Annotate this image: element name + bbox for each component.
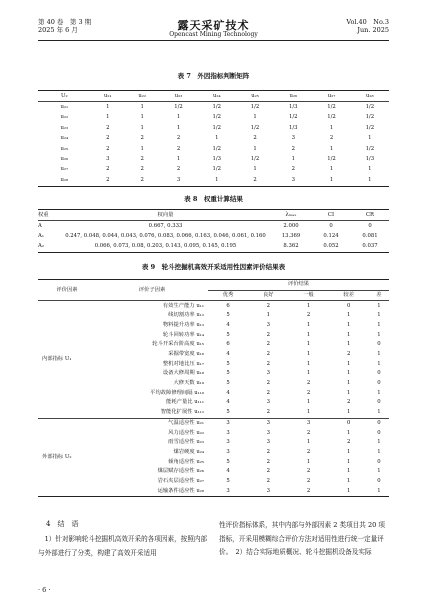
- table7-cell: 1: [329, 176, 334, 183]
- table9-cell: 0: [377, 429, 381, 436]
- table7-cell: 1/2: [212, 124, 222, 131]
- table9-cell: 雨雪适应性 u₂₃: [168, 439, 204, 446]
- table9-cell: 1: [347, 477, 351, 484]
- table9-cell: 1: [306, 341, 311, 348]
- table8-row: [38, 242, 389, 253]
- table9-cell: 0: [377, 419, 381, 426]
- table9-cell: 3: [266, 399, 270, 406]
- table7-row: [38, 102, 389, 113]
- table9-cell: 1: [347, 409, 351, 416]
- table9-cell: 2: [266, 409, 270, 416]
- table9-cell: 0: [377, 370, 381, 377]
- table9-cell: 2: [266, 458, 270, 465]
- table8-cell: 0.066, 0.073, 0.08, 0.203, 0.143, 0.095, 0.145, 0.195: [94, 243, 237, 250]
- table9-grade-cell: 优秀: [222, 291, 234, 298]
- table9-cell: 1: [377, 331, 381, 338]
- table7-cell: 1: [176, 155, 181, 162]
- table9-header-secondary: 评价子因素: [138, 286, 166, 293]
- table9-cell: 3: [306, 419, 311, 426]
- table9-cell: 3: [226, 439, 230, 446]
- table9-cell: 平均故障修理间隔 u₁₁₀: [150, 389, 204, 396]
- table7-cell: 3: [291, 135, 295, 142]
- table9-cell: 0: [377, 399, 381, 406]
- table8-header-cell: 权向量: [157, 211, 174, 218]
- table7-cell: 2: [291, 166, 295, 173]
- table9-cell: 2: [266, 468, 270, 475]
- table7-header-cell: u₂₄: [212, 92, 221, 99]
- table7-cell: 1: [176, 124, 181, 131]
- table9-cell: 0: [377, 458, 381, 465]
- section-left-text: 1）针对影响轮斗挖掘机高效开采的各项因素，按照内部与外部进行了分类，构建了高效开采适用: [38, 535, 208, 557]
- table9-cell: 4: [226, 399, 230, 406]
- table9-cell: 1: [306, 399, 311, 406]
- table7-header-cell: U₂: [61, 92, 68, 99]
- section-heading: 4 结 语: [46, 520, 79, 528]
- table7-cell: 1: [140, 114, 144, 121]
- table9-cell: 物料提升功率 u₁₃: [162, 321, 204, 328]
- table9-cell: 2: [306, 389, 311, 396]
- table9-cell: 2: [266, 389, 270, 396]
- table9-cell: 煤岩硬度 u₂₄: [173, 448, 204, 455]
- table9-cell: 1: [377, 487, 381, 494]
- table9-header-result: 评价结果: [208, 280, 389, 291]
- table7-row: [38, 113, 389, 123]
- table7-cell: 1: [253, 166, 257, 173]
- table8-header-row: [38, 210, 389, 221]
- table8-cell: 0.247, 0.048, 0.044, 0.043, 0.076, 0.083, 0.066, 0.163, 0.046, 0.061, 0.160: [65, 233, 266, 240]
- table9-cell: 1: [377, 360, 381, 367]
- table9-cell: 气温适应性 u₂₁: [168, 419, 204, 426]
- table9-cell: 2: [347, 351, 351, 357]
- table7-cell: 1/2: [212, 166, 222, 173]
- table7-cell: 3: [291, 176, 295, 183]
- table9-cell: 2: [306, 477, 311, 484]
- table7-caption: 表 7 外因指标判断矩阵: [177, 72, 250, 80]
- table7-cell: 2: [106, 176, 110, 183]
- journal-subtitle: Opencast Mining Technology: [169, 31, 258, 38]
- table9-header-row: [38, 280, 389, 291]
- table7-cell: 1: [176, 114, 181, 121]
- table7-row: [38, 165, 389, 175]
- table9-cell: 能耗产量比 u₁₁₁: [166, 399, 204, 406]
- table9-cell: 1: [306, 321, 311, 328]
- table7-header-cell: u₂₂: [138, 92, 147, 99]
- table7-cell: 1/2: [289, 114, 298, 121]
- table7-header-cell: u₂₆: [289, 92, 298, 99]
- table8-cell: A₂: [38, 243, 44, 250]
- table9-cell: 线切割功率 u₁₂: [168, 312, 204, 319]
- table9-cell: 轮斗回转功率 u₁₄: [162, 331, 204, 338]
- table7-cell: u₂₄: [60, 135, 69, 142]
- table9-cell: 1: [347, 360, 351, 367]
- table8-body: [38, 221, 389, 253]
- table7-cell: u₂₇: [60, 166, 69, 173]
- table7-cell: 1/2: [174, 103, 183, 110]
- table7-cell: 1: [368, 135, 372, 142]
- table8-cell: 0: [368, 222, 372, 229]
- table9-grade-cell: 良好: [263, 291, 274, 298]
- table8-cell: 0: [329, 222, 333, 229]
- table8-row: [38, 221, 389, 232]
- table9-cell: 设备大修周期 u₁₈: [162, 370, 204, 377]
- table9-cell: 0: [347, 419, 351, 426]
- journal-vol-en: Vol.40 No.3: [346, 18, 389, 26]
- table8-cell: 2.000: [283, 222, 299, 229]
- section-right-text: 性评价指标体系，其中内部与外部因素 2 类项目共 20 项指标，开采用模糊综合评价方法对适用性进行统一定量评价。 2）结合实际地质概况、轮斗挖掘机设备及实际: [219, 521, 386, 556]
- table7: [38, 90, 389, 187]
- table7-cell: 1: [140, 103, 144, 110]
- table9-cell: 5: [226, 477, 230, 484]
- table9-cell: 1: [306, 409, 311, 416]
- table9-cell: 1: [306, 331, 311, 338]
- table7-cell: 2: [176, 166, 181, 173]
- table9-cell: 2: [266, 380, 270, 387]
- table7-cell: 1/2: [327, 155, 336, 162]
- table9-cell: 1: [377, 389, 381, 396]
- table9-cell: 2: [306, 448, 311, 455]
- table9-cell: 2: [266, 477, 270, 484]
- table7-row: [38, 175, 389, 186]
- table9-cell: 1: [306, 458, 311, 465]
- table7-cell: 2: [106, 124, 110, 131]
- table9-cell: 1: [377, 448, 381, 455]
- table7-cell: u₂₁: [60, 103, 69, 110]
- table9-cell: 1: [306, 302, 311, 309]
- page-number: · 6 ·: [38, 586, 51, 594]
- table7-cell: 1: [253, 114, 257, 121]
- table9-cell: 1: [306, 439, 311, 446]
- table9-cell: 4: [226, 321, 230, 328]
- table7-cell: 3: [176, 176, 181, 183]
- table8-cell: A₁: [38, 233, 44, 240]
- table9-cell: 1: [377, 409, 381, 416]
- table7-cell: 1: [368, 166, 372, 173]
- table9-body: [38, 301, 389, 497]
- table7-row: [38, 123, 389, 133]
- table7-header-cell: u₂₇: [327, 92, 336, 99]
- table9-cell: 1: [377, 321, 381, 328]
- table9-cell: 煤层赋存适应性 u₂₆: [157, 468, 204, 475]
- table8-cell: 0.037: [362, 243, 378, 250]
- table7-cell: 1: [329, 145, 334, 152]
- table9-cell: 1: [306, 351, 311, 357]
- table9-cell: 整机对地比压 u₁₇: [162, 360, 204, 367]
- table7-cell: 3: [106, 155, 110, 162]
- table7-cell: 2: [176, 145, 181, 152]
- table7-cell: 1/2: [212, 103, 222, 110]
- table9-cell: 4: [226, 389, 230, 396]
- table9-cell: 5: [226, 458, 230, 465]
- table8-cell: A: [38, 222, 42, 229]
- table7-cell: 2: [140, 166, 144, 173]
- table9-cell: 采掘带宽度 u₁₆: [168, 351, 204, 357]
- table7-cell: 1/2: [327, 103, 336, 110]
- table9-cell: 2: [306, 380, 311, 387]
- table8-cell: 0.052: [323, 243, 339, 250]
- table8-cell: 13.369: [281, 233, 301, 240]
- table9-header-primary: 评价因素: [56, 286, 78, 293]
- table9-cell: 1: [347, 389, 351, 396]
- table9-cell: 3: [266, 429, 270, 436]
- table7-header-cell: u₂₁: [104, 92, 112, 99]
- table7-row: [38, 134, 389, 144]
- table9-cell: 0: [377, 341, 381, 348]
- table7-cell: 1: [329, 166, 334, 173]
- table7-cell: 1: [140, 124, 144, 131]
- table7-cell: 1/2: [250, 155, 260, 162]
- table9-cell: 智能化扩展性 u₁₁₂: [160, 409, 204, 416]
- table9-cell: 岩石夹层适应性 u₂₇: [157, 477, 204, 484]
- table8-row: [38, 232, 389, 242]
- table9-cell: 倾角适应性 u₂₅: [168, 458, 204, 465]
- journal-volume: 第 40 卷 第 3 期: [38, 18, 92, 26]
- table9-cell: 2: [306, 468, 311, 475]
- table9-cell: 6: [226, 341, 230, 348]
- table9-cell: 3: [226, 487, 230, 494]
- table7-cell: 1: [106, 114, 110, 121]
- table8-cell: 8.362: [283, 243, 299, 250]
- table7-cell: u₂₃: [60, 124, 69, 131]
- journal-title: 露天采矿技术: [177, 19, 250, 32]
- table9-cell: 1: [377, 439, 381, 446]
- table7-cell: 2: [106, 145, 110, 152]
- table9-cell: 1: [347, 341, 351, 348]
- table7-cell: 1/2: [327, 114, 336, 121]
- table9-cell: 1: [377, 351, 381, 357]
- table9-cell: 1: [347, 487, 351, 494]
- table9-cell: 3: [266, 370, 270, 377]
- table8-header-cell: 权重: [38, 211, 49, 218]
- table7-cell: 1: [215, 176, 219, 183]
- table9-cell: 2: [266, 331, 270, 338]
- table9-cell: 5: [226, 331, 230, 338]
- table9-cell: 1: [347, 370, 351, 377]
- table9-cell: 5: [226, 380, 230, 387]
- table9-row: [38, 301, 389, 311]
- table7-cell: 1/2: [250, 103, 260, 110]
- table8-caption: 表 8 权重计算结果: [184, 195, 243, 203]
- table7-row: [38, 154, 389, 164]
- table9-cell: 1: [377, 312, 381, 319]
- table9-cell: 4: [226, 468, 230, 475]
- table7-cell: 2: [140, 135, 144, 142]
- table9-cell: 1: [266, 312, 270, 319]
- table9-cell: 2: [306, 429, 311, 436]
- table7-cell: 2: [291, 145, 295, 152]
- table9-cell: 1: [377, 302, 381, 309]
- table9-cell: 1: [306, 360, 311, 367]
- table7-cell: u₂₅: [60, 145, 69, 152]
- table7-cell: 1/2: [212, 145, 222, 152]
- table8-header-cell: CI: [327, 211, 335, 218]
- table7-cell: u₂₈: [60, 176, 69, 183]
- table9-cell: 2: [306, 487, 311, 494]
- table9-cell: 0: [377, 477, 381, 484]
- table7-cell: 1: [106, 103, 110, 110]
- table7-cell: 1/2: [365, 145, 375, 152]
- table9-cell: 运输条件适应性 u₂₈: [157, 487, 204, 494]
- table9-cell: 1: [347, 312, 351, 319]
- table9-cell: 6: [226, 302, 230, 309]
- table9-cell: 风力适应性 u₂₂: [168, 429, 204, 436]
- table9-cell: 2: [306, 312, 311, 319]
- table9-row: [38, 418, 389, 428]
- table9-cell: 3: [266, 419, 270, 426]
- table9-cell: 2: [347, 439, 351, 446]
- table7-cell: 1: [291, 155, 295, 162]
- table9-cell: 2: [266, 448, 270, 455]
- table7-cell: 1: [253, 145, 257, 152]
- table9-cell: 3: [266, 439, 270, 446]
- table7-cell: 2: [106, 166, 110, 173]
- table8-cell: 0.081: [362, 233, 378, 240]
- table8: [38, 209, 389, 253]
- table9-cell: 0: [377, 380, 381, 387]
- table9-cell: 2: [266, 351, 270, 357]
- table9-cell: 1: [347, 380, 351, 387]
- table7-cell: 2: [176, 135, 181, 142]
- table8-header-cell: CR: [365, 211, 375, 218]
- table7-cell: u₂₆: [60, 155, 69, 162]
- table8-header-cell: λₘₐₓ: [285, 211, 297, 218]
- table9-cell: 1: [347, 468, 351, 475]
- table7-header-cell: u₂₃: [174, 92, 183, 99]
- table9-group-name: 内部指标 U₁: [38, 301, 96, 418]
- journal-date-en: Jun. 2025: [357, 26, 389, 34]
- table9-cell: 3: [226, 419, 230, 426]
- table7-cell: 1/3: [289, 103, 298, 110]
- table7-cell: 2: [106, 135, 110, 142]
- table7-cell: 1: [329, 124, 334, 131]
- table9-cell: 轮斗开采台阶高度 u₁₅: [152, 341, 204, 348]
- table9-group-name: 外部指标 U₂: [38, 418, 96, 497]
- table9-caption: 表 9 轮斗挖掘机高效开采适用性因素评价结果表: [141, 263, 286, 271]
- table7-cell: 1/2: [365, 124, 375, 131]
- table9-cell: 2: [266, 302, 270, 309]
- table9-cell: 2: [266, 360, 270, 367]
- table7-cell: 2: [329, 135, 334, 142]
- table7-header-cell: u₂₈: [366, 92, 374, 99]
- table9-cell: 有效生产能力 u₁₁: [162, 302, 204, 309]
- table9-cell: 1: [347, 448, 351, 455]
- table9-cell: 1: [347, 429, 351, 436]
- table9-cell: 5: [226, 409, 230, 416]
- table9-cell: 5: [226, 360, 230, 367]
- table7-cell: 2: [253, 176, 257, 183]
- table7-cell: 1/3: [212, 155, 222, 162]
- header-rule: [38, 40, 389, 41]
- table7-cell: 1/2: [250, 124, 260, 131]
- table7-cell: 1/2: [212, 114, 222, 121]
- table7-cell: 1/2: [365, 114, 375, 121]
- table7-cell: 1/2: [365, 103, 375, 110]
- table7-cell: 1/3: [289, 124, 298, 131]
- table9-cell: 1: [306, 370, 311, 377]
- table9-cell: 4: [226, 351, 230, 357]
- table7-header-row: [38, 91, 389, 102]
- table9-cell: 1: [377, 468, 381, 475]
- table9-cell: 大修天数 u₁₉: [173, 380, 204, 387]
- table9-cell: 3: [226, 429, 230, 436]
- table9-cell: 1: [347, 458, 351, 465]
- table8-cell: 0.124: [323, 233, 339, 240]
- table9-cell: 5: [226, 312, 230, 319]
- journal-date: 2025 年 6 月: [38, 26, 78, 34]
- table9-cell: 3: [266, 321, 270, 328]
- table9-cell: 2: [347, 399, 351, 406]
- table7-cell: 1: [140, 145, 144, 152]
- table9-grade-cell: 较差: [343, 291, 355, 298]
- table7-row: [38, 144, 389, 154]
- table7-cell: 2: [140, 155, 144, 162]
- table7-cell: 1/3: [365, 155, 375, 162]
- table9-cell: 3: [226, 448, 230, 455]
- table9-cell: 2: [266, 341, 270, 348]
- table9-grade-cell: 一般: [303, 291, 314, 298]
- table9: [38, 279, 389, 497]
- table9-cell: 5: [226, 370, 230, 377]
- table9-cell: 1: [347, 321, 351, 328]
- table9-cell: 1: [347, 331, 351, 338]
- table7-cell: 2: [140, 176, 144, 183]
- table7-cell: 1: [368, 176, 372, 183]
- table9-cell: 0: [347, 302, 351, 309]
- table9-cell: 3: [266, 487, 270, 494]
- table7-cell: 2: [253, 135, 257, 142]
- table7-header-cell: u₂₅: [251, 92, 259, 99]
- table7-cell: 1: [215, 135, 219, 142]
- table9-grade-cell: 差: [376, 291, 382, 298]
- table7-body: [38, 102, 389, 186]
- table7-cell: u₂₂: [60, 114, 69, 121]
- table8-cell: 0.667, 0.333: [148, 222, 183, 229]
